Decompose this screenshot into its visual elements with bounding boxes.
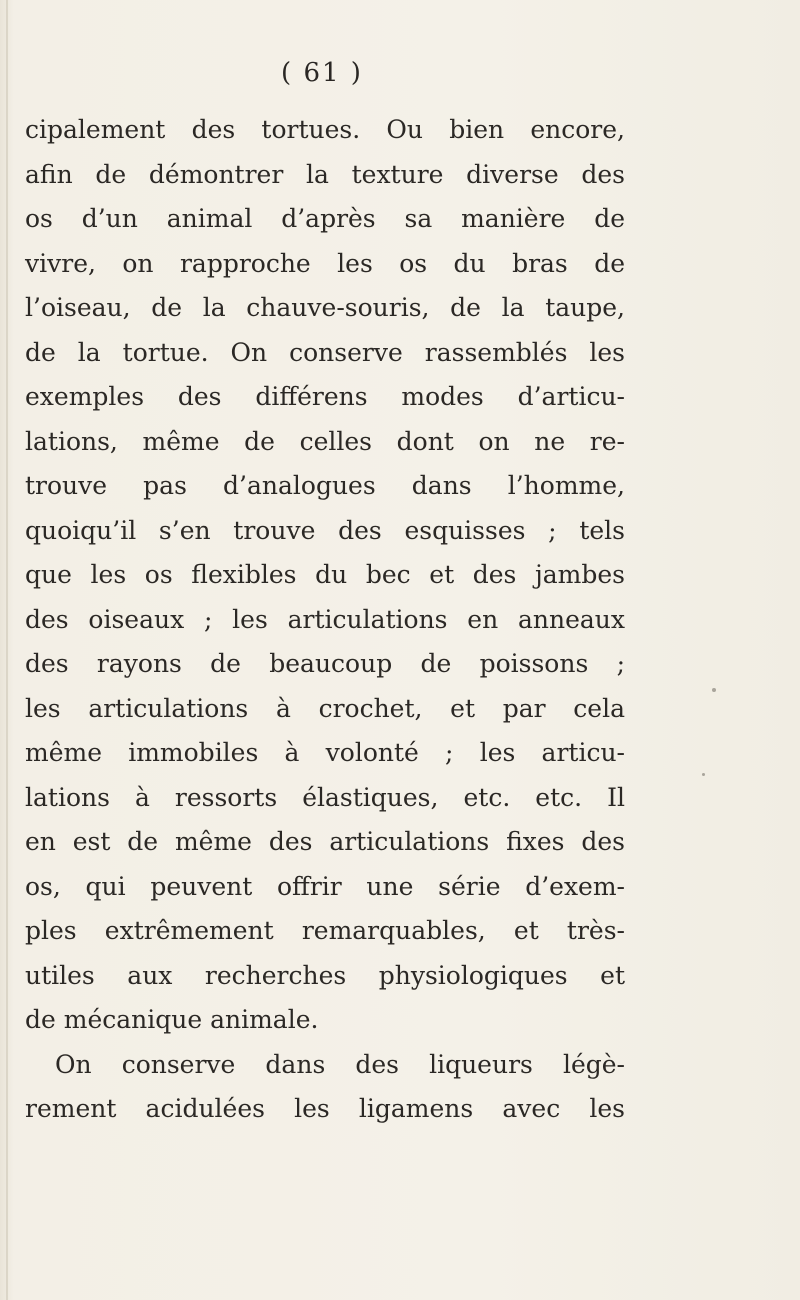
page-gutter xyxy=(6,0,8,1300)
text-line: de la tortue. On conserve rassemblés les xyxy=(25,337,625,367)
text-line-indented: On conserve dans des liqueurs légè- xyxy=(55,1049,625,1079)
paper-speck xyxy=(702,773,705,776)
text-line: exemples des différens modes d’articu- xyxy=(25,382,625,411)
text-line: en est de même des articulations fixes des xyxy=(25,827,625,856)
text-line: que les os flexibles du bec et des jambes xyxy=(25,560,625,589)
text-line: trouve pas d’analogues dans l’homme, xyxy=(25,471,625,500)
text-line: os, qui peuvent offrir une série d’exem- xyxy=(25,871,625,901)
paper-speck xyxy=(712,688,716,692)
text-line: les articulations à crochet, et par cela xyxy=(25,693,625,723)
page-number: ( 61 ) xyxy=(281,58,363,88)
text-line: des oiseaux ; les articulations en anneaux xyxy=(25,604,625,634)
text-line: l’oiseau, de la chauve-souris, de la taupe, xyxy=(25,293,625,322)
text-line: de mécanique animale. xyxy=(25,1005,319,1034)
text-line: quoiqu’il s’en trouve des esquisses ; tels xyxy=(25,515,625,545)
text-line: ples extrêmement remarquables, et très- xyxy=(25,916,625,945)
text-line: rement acidulées les ligamens avec les xyxy=(25,1094,625,1123)
text-line: lations à ressorts élastiques, etc. etc. Il xyxy=(25,782,625,812)
text-line: afin de démontrer la texture diverse des xyxy=(25,159,625,189)
text-line: os d’un animal d’après sa manière de xyxy=(25,204,625,233)
text-line: utiles aux recherches physiologiques et xyxy=(25,960,625,990)
text-line: lations, même de celles dont on ne re- xyxy=(25,426,625,456)
text-line: même immobiles à volonté ; les articu- xyxy=(25,738,625,767)
text-body xyxy=(25,108,625,1132)
text-line: des rayons de beaucoup de poissons ; xyxy=(25,649,625,678)
text-line: vivre, on rapproche les os du bras de xyxy=(25,248,625,278)
text-line: cipalement des tortues. Ou bien encore, xyxy=(25,115,625,144)
